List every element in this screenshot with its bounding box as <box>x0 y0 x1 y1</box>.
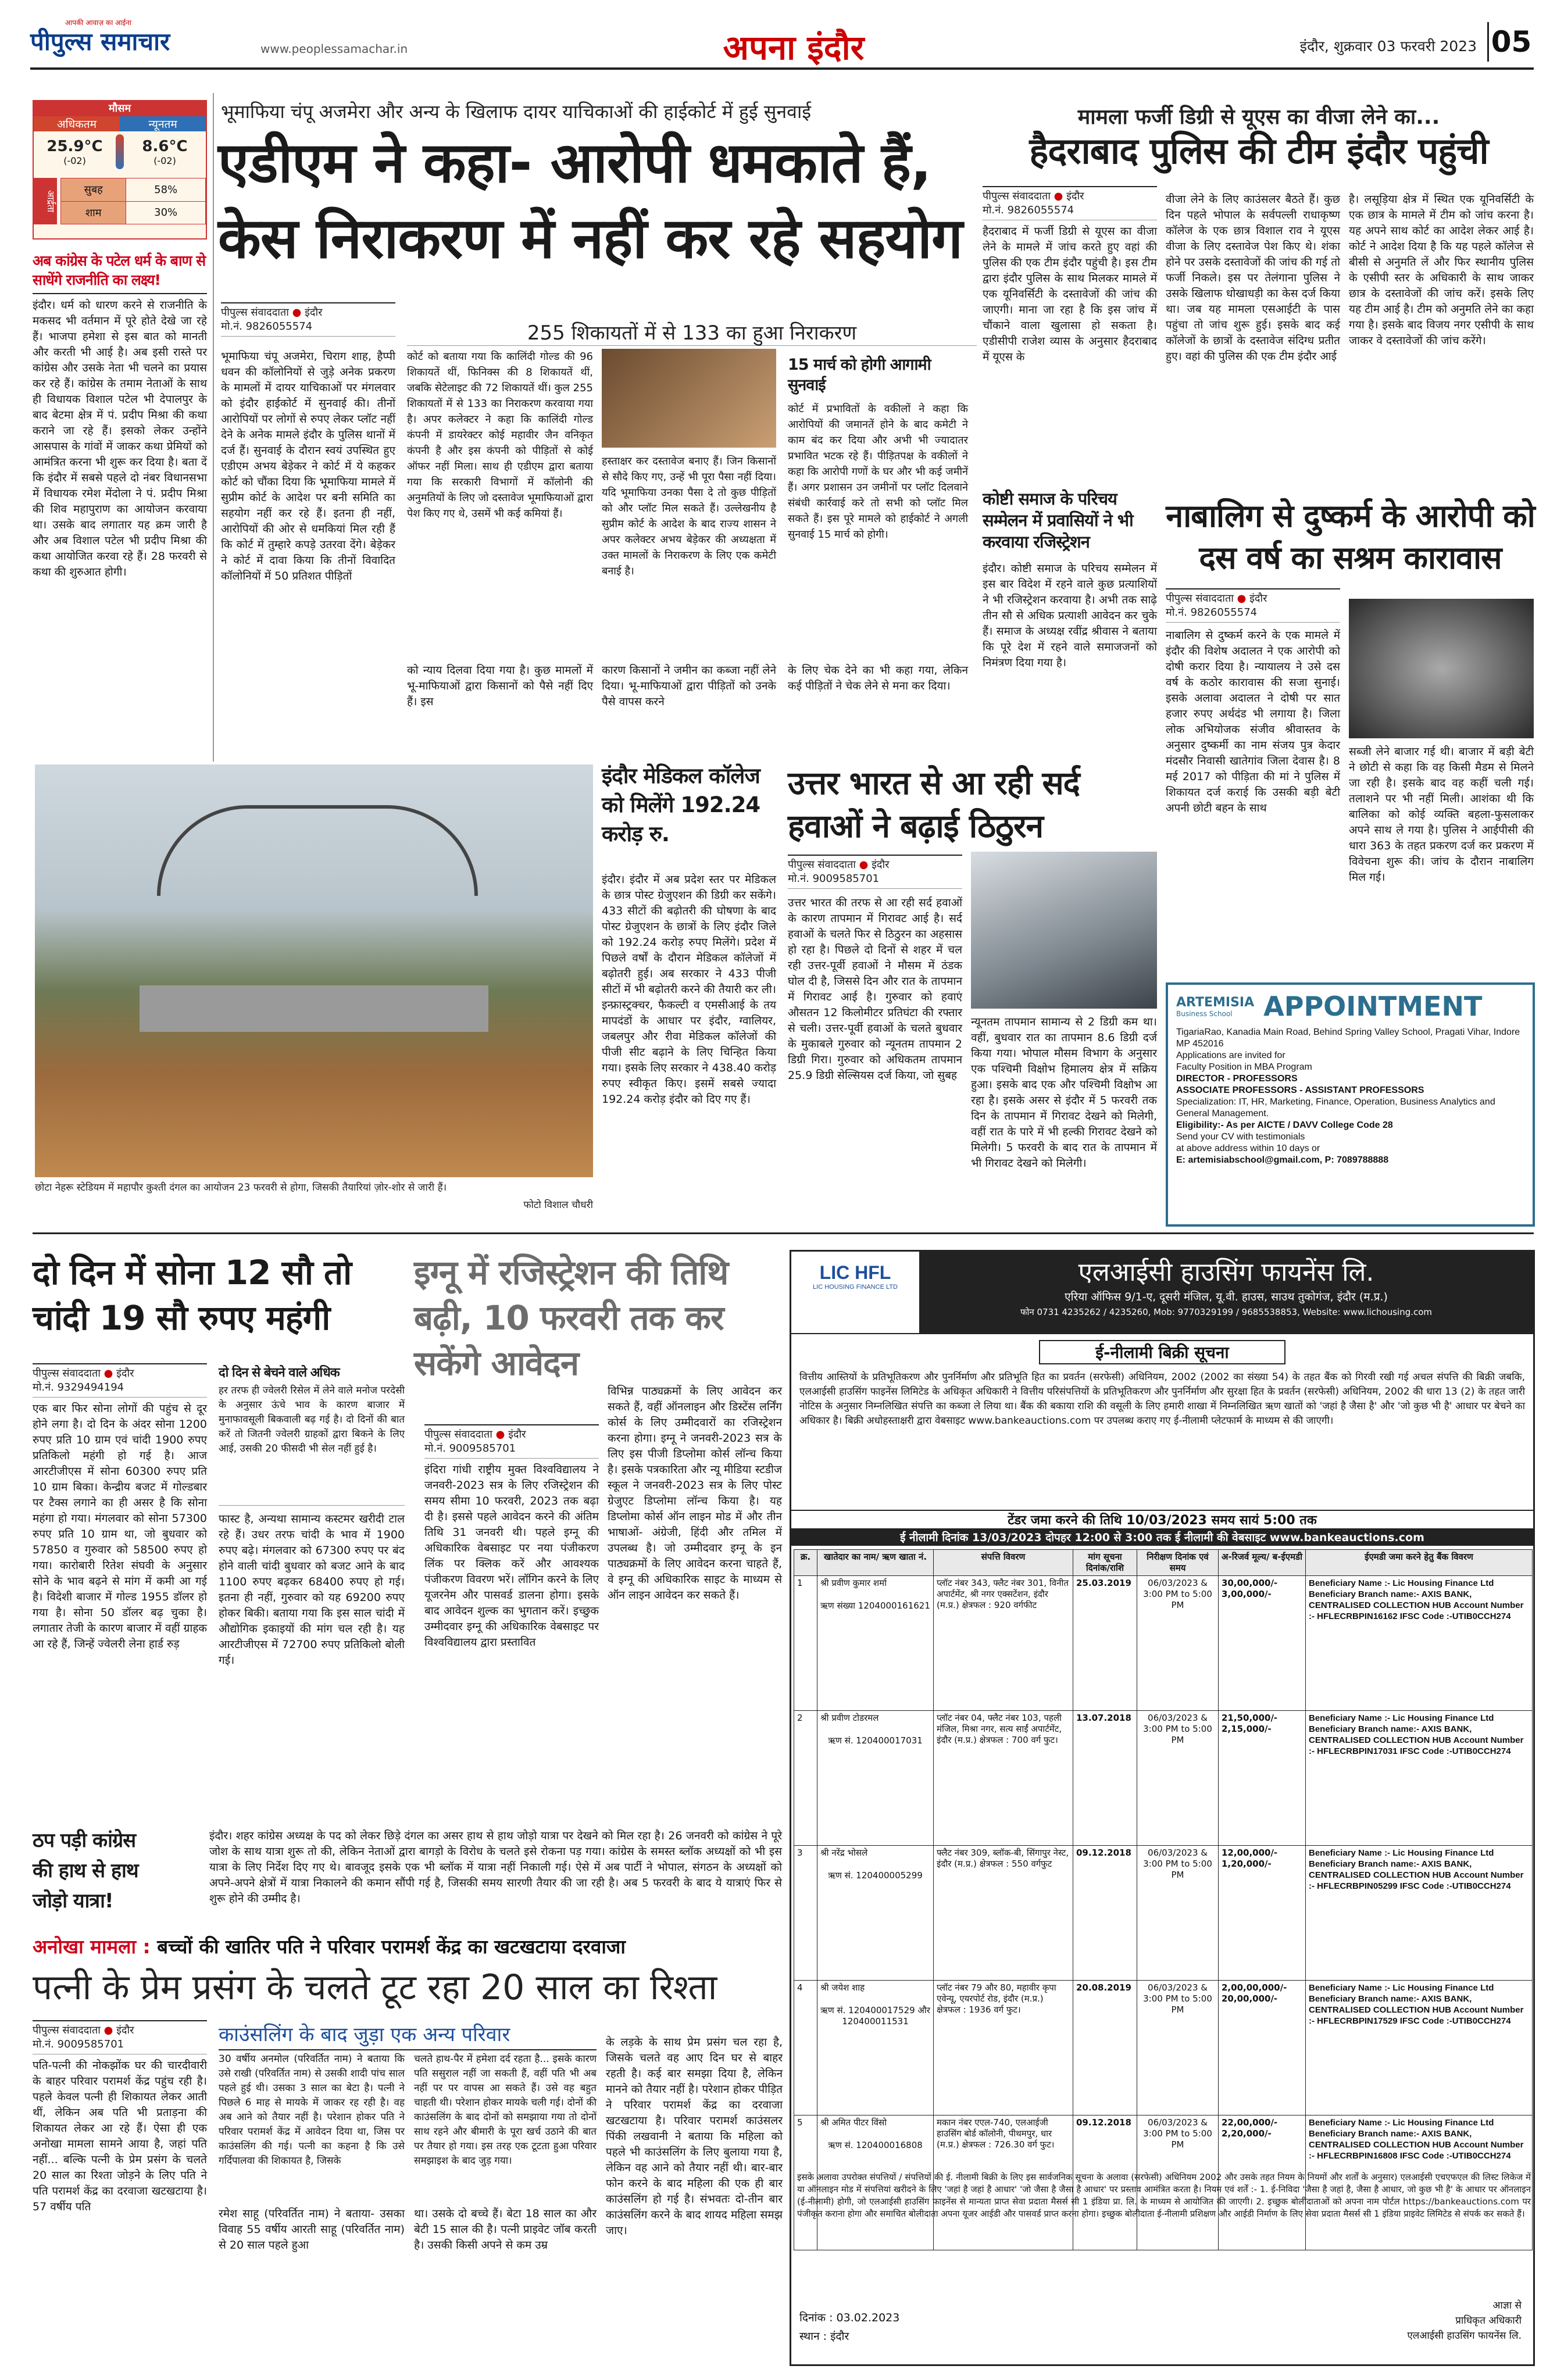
paper-logo <box>30 17 257 58</box>
scooter-photo <box>971 852 1157 1009</box>
adm-byline: पीपुल्स संवाददाता ● इंदौर मो.नं. 9826055574 <box>221 302 395 337</box>
humidity-label: आर्द्रता <box>34 178 57 224</box>
lichfl-office: एरिया ऑफिस 9/1-ए, दूसरी मंजिल, यू.वी. हाउस, साउथ तुकोगंज, इंदौर (म.प्र.) <box>1065 1291 1388 1303</box>
family-byline: पीपुल्स संवाददाता ● इंदौर मो.नं. 9009585701 <box>33 2020 207 2054</box>
max-delta: (-02) <box>63 155 86 166</box>
gold-col1: एक बार फिर सोना लोगों की पहुंच से दूर होने लगा है। दो दिन के अंदर सोना 1200 रुपए प्रति 10 ग्राम एवं चांदी 1900 रुपए प्रतिकिलो महंगी हो गई है। आज आरटीजीएस में सोना 60300 रुपए प्रति 10 ग्राम बिका। केन्द्रीय बजट में गोल्डबार पर टैक्स लगाने का ही असर है कि सोना महंगा हो गया। मंगलवार को सोना 57300 रुपए प्रति 10 ग्राम था, जो बुधवार को 57850 व गुरुवार को 58500 रुपए हो गया। कारोबारी रितेश संघवी के अनुसार सोने के भाव बढ़ने से मांग में कमी आ गई है। विदेशी बाजार में गोल्ड 1955 डॉलर हो गया है। सोना 50 डॉलर बढ़ चुका है। लगातार तेजी के कारण बाजार में वहीं ग्राहक आ रहे हैं, जिन्हें ज्वेलरी लेना हार्ड रुड़ <box>33 1402 211 1650</box>
bank-details: Beneficiary Name :- Lic Housing Finance Ltd Beneficiary Branch name:- AXIS BANK, CENTRALISED COLLECTION HUB Account Number :- HFLECRBPIN17529 IFSC Code :-UTIB0CCH274 <box>1306 1981 1533 2115</box>
borrower-cell <box>817 1711 934 1846</box>
row-serial: 5 <box>794 2115 817 2250</box>
lichfl-ad <box>790 1250 1535 2366</box>
adm-col4-head: 15 मार्च को होगी आगामी सुनवाई <box>788 356 931 394</box>
loan-number: ऋण सं. 120400016808 <box>828 2140 923 2150</box>
inspection-time: 06/03/2023 & 3:00 PM to 5:00 PM <box>1137 1711 1219 1846</box>
paper-name: पीपुल्स समाचार <box>30 27 170 56</box>
property-description: प्लॉट नंबर 79 और 80, महावीर कृपा एवेन्यू, एयरपोर्ट रोड, इंदौर (म.प्र.) क्षेत्रफल : 1936 वर्ग फुट। <box>934 1981 1073 2115</box>
borrower-name: श्री प्रवीण कुमार शर्मा <box>820 1578 887 1588</box>
section-title: अपना इंदौर <box>723 28 865 67</box>
morning-value: 58% <box>126 178 206 202</box>
kosti-headline: कोष्टी समाज के परिचय सम्मेलन में प्रवासियों ने भी करवाया रजिस्ट्रेशन <box>983 489 1133 552</box>
row-serial: 4 <box>794 1981 817 2115</box>
hyd-col3: है। लसूड़िया क्षेत्र में स्थित एक यूनिवर्सिटी के एक छात्र के मामले में टीम को जांच करना है। यह अपने साथ कोर्ट का आदेश लेकर आई है। कोर्ट ने आदेश दिया है कि यह पहले कॉलेज से बीसी से अनुमति लें और फिर स्थानीय पुलिस के एसीपी स्तर के अधिकारी के साथ जाकर छात्र के दस्तावेजों की जांच करें। इसके लिए यह टीम आई है। टीम को अनुमति लेने का कहा गया है। इसके बाद विजय नगर एसीपी के साथ जाकर वे दस्तावेजों की जांच करेंगे। <box>1349 193 1538 347</box>
emd-amount: 3,00,000/- <box>1222 1589 1272 1599</box>
court-col1: नाबालिग से दुष्कर्म करने के एक मामले में इंदौर की विशेष अदालत ने एक आरोपी को दोषी करार दिया है। न्यायालय ने उसे दस वर्ष के कठोर कारावास की सजा सुनाई। इसके अलावा अदालत ने दोषी पर सात हजार रुपए अर्थदंड भी लगाया है। जिला लोक अभियोजक संजीव श्रीवास्तव के अनुसार दुष्कर्मी का नाम संजय पुत्र केदार मंदसौर निवासी खातेगांव जिला देवास है। 8 मई 2017 को पीड़िता की मां ने पुलिस में शिकायत दर्ज कराई कि उसकी बड़ी बेटी अपनी छोटी बहन के साथ <box>1166 629 1344 814</box>
adm-headline-1: एडीएम ने कहा- आरोपी धमकाते हैं, <box>218 130 931 195</box>
inspection-time: 06/03/2023 & 3:00 PM to 5:00 PM <box>1137 2115 1219 2250</box>
auction-table-header <box>794 1550 1533 1576</box>
dateline: इंदौर, शुक्रवार 03 फरवरी 2023 <box>1299 38 1477 55</box>
byline-name: पीपुल्स संवाददाता <box>983 190 1051 202</box>
morning-label: सुबह <box>61 178 126 202</box>
family-headline: पत्नी के प्रेम प्रसंग के चलते टूट रहा 20 साल का रिश्ता <box>33 1967 717 2008</box>
section-rule <box>33 1232 1534 1234</box>
artemisia-line8: at above address within 10 days or <box>1176 1143 1320 1153</box>
lichfl-signatory-3: एलआईसी हाउसिंग फायनेंस लि. <box>1407 2330 1522 2342</box>
lichfl-footnote: इसके अलावा उपरोक्त संपत्तियों / संपत्तियों की ई. नीलामी बिक्री के लिए इस सार्वजनिक सूचना के अलावा (सरफेसी) अधिनियम 2002 और उसके तहत नियम के नियमों और शर्तों के अनुसार) एलआईसी एचएफएल की लिस्ट लिकेज में या ऑनलाइन मोड में संपत्तियां खरीदने के लिए 'जहां है जहां है आधार' 'जो जैसा है जैसा है आधार' पर प्रस्ताव आमंत्रित करता है। नियम एवं शर्तें :- 1. ई-निविदा 'जैसा है जहां है, जैसा है आधार, जो कुछ भी है' के आधार पर ऑनलाइन (ई-नीलामी) होगी, जो एलआईसी हाउसिंग फाइनेंस से मान्यता प्राप्त सेवा प्रदाता मैसर्स सी 1 इंडिया प्रा. लि. के माध्यम से आयोजित की जाएगी। 2. इच्छुक बोलीदाताओं को अपना नाम पोर्टल https://bankeauctions.com पर पंजीकृत कराना होगा और समाचित बोलीदाता अपना यूजर आईडी और पासवर्ड प्राप्त करना होगा। इच्छुक बोलीदाता ई-नीलामी प्रशिक्षण और आईडी निर्माण के लिए सेवा प्रदाता मैसर्स सी 1 इंडिया प्राइवेट लिमिटेड से संपर्क कर सकते हैं। <box>797 2172 1534 2219</box>
artemisia-line4: ASSOCIATE PROFESSORS - ASSISTANT PROFESSORS <box>1176 1085 1424 1095</box>
borrower-cell <box>817 1981 934 2115</box>
lichfl-notice-title: ई-नीलामी बिक्री सूचना <box>1039 1340 1285 1364</box>
row-serial: 3 <box>794 1846 817 1981</box>
yatra-headline-2: की हाथ से हाथ <box>33 1859 138 1882</box>
bank-details: Beneficiary Name :- Lic Housing Finance Ltd Beneficiary Branch name:- AXIS BANK, CENTRALISED COLLECTION HUB Account Number :- HFLECRBPIN17031 IFSC Code :-UTIB0CCH274 <box>1306 1711 1533 1846</box>
hyd-kicker: मामला फर्जी डिग्री से यूएस का वीजा लेने का... <box>1077 105 1440 129</box>
bank-details: Beneficiary Name :- Lic Housing Finance Ltd Beneficiary Branch name:- AXIS BANK, CENTRALISED COLLECTION HUB Account Number :- HFLECRBPIN16162 IFSC Code :-UTIB0CCH274 <box>1306 1576 1533 1711</box>
emd-amount: 2,15,000/- <box>1222 1724 1272 1734</box>
congress-headline: अब कांग्रेस के पटेल धर्म के बाण से साधेंगे राजनीति का लक्ष्य! <box>33 251 207 294</box>
hyd-headline: हैदराबाद पुलिस की टीम इंदौर पहुंची <box>1029 130 1488 172</box>
reserve-cell <box>1219 1981 1306 2115</box>
artemisia-line2: Faculty Position in MBA Program <box>1176 1062 1312 1072</box>
loan-number: ऋण संख्या 1204000161621 <box>820 1600 930 1611</box>
hyd-col1: हैदराबाद में फर्जी डिग्री से यूएस का वीजा लेने के मामले में जांच करते हुए वहां की पुलिस की एक टीम इंदौर पहुंची है। इस टीम द्वारा इंदौर पुलिस के साथ मिलकर मामले में एक यूनिवर्सिटी के दस्तावेजों की जांच की जाएगी। माना जा रहा है कि इस जांच में चौंकाने वाला खुलासा हो सकता है। एडीसीपी राजेश व्यास के अनुसार हैदराबाद में यूएस के <box>983 225 1161 363</box>
artemisia-line6: Eligibility:- As per AICTE / DAVV College Code 28 <box>1176 1120 1393 1130</box>
byline-phone: मो.नं. 9009585701 <box>33 2038 124 2050</box>
byline-city: इंदौर <box>116 1367 134 1380</box>
adm-subhead: 255 शिकायतों में से 133 का हुआ निराकरण <box>407 319 977 346</box>
family-col4: के लड़के के साथ प्रेम प्रसंग चल रहा है, जिसके चलते वह आए दिन घर से बाहर रहती है। कई बार समझा दिया है, लेकिन मानने को तैयार नहीं है। परेशान होकर पीड़ित ने परिवार परामर्श केंद्र का दरवाजा खटखटाया है। परिवार परामर्श काउंसलर पिंकी लखवानी ने बताया कि महिला को पहले भी काउंसलिंग के लिए बुलाया गया है, लेकिन वह आने को तैयार नहीं थी। बार-बार फोन करने के बाद महिला की एक ही बार काउंसलिंग हो गई है। संभवतः दो-तीन बार काउंसलिंग करने के बाद शायद महिला समझ जाए। <box>606 2036 787 2237</box>
auction-table-header-cell: क्र. <box>794 1550 817 1576</box>
byline-name: पीपुल्स संवाददाता <box>1166 592 1234 605</box>
emd-amount: 1,20,000/- <box>1222 1859 1272 1869</box>
artemisia-title: APPOINTMENT <box>1263 991 1483 1022</box>
thermometer-icon <box>116 134 124 169</box>
ignou-col1: इंदिरा गांधी राष्ट्रीय मुक्त विश्वविद्यालय ने जनवरी-2023 सत्र के लिए रजिस्ट्रेशन की समय सीमा 10 फरवरी, 2023 तक बढ़ा दी है। इससे पहले आवेदन करने की अंतिम तिथि 31 जनवरी थी। पहले इग्नू की अधिकारिक वेबसाइट पर नया पंजीकरण लिंक पर क्लिक करें और आवश्यक पंजीकरण विवरण भरें। लॉगिन करने के लिए यूजरनेम और पासवर्ड डालना होगा। इसके बाद आवेदन शुल्क का भुगतान करें। इच्छुक उम्मीदवार इग्नू की अधिकारिक वेबसाइट पर विश्वविद्यालय द्वारा प्रस्तावित <box>424 1463 603 1649</box>
kosti-body: इंदौर। कोष्टी समाज के परिचय सम्मेलन में इस बार विदेश में रहने वाले कुछ प्रत्याशियों ने भी रजिस्ट्रेशन करवाया है। अभी तक साढ़े तीन सौ से अधिक प्रत्याशी आवेदन कर चुके हैं। समाज के अध्यक्ष रवींद्र श्रीवास ने बताया कि पूरे देश में रहने वाले समाजजनों को निमंत्रण दिया गया है। <box>983 562 1161 669</box>
row-serial: 1 <box>794 1576 817 1711</box>
reserve-price: 21,50,000/- <box>1222 1713 1278 1723</box>
demand-date: 09.12.2018 <box>1073 2115 1137 2250</box>
adm-headline-2: केस निराकरण में नहीं कर रहे सहयोग <box>218 206 963 271</box>
paper-tagline: आपकी आवाज़ का आईना <box>65 19 132 27</box>
borrower-name: श्री जयेश शाह <box>820 1982 865 1993</box>
lichfl-auction-line: ई नीलामी दिनांक 13/03/2023 दोपहर 12:00 से 3:00 तक ई नीलामी की वेबसाइट www.bankeauctions.com <box>791 1528 1533 1546</box>
max-label: अधिकतम <box>34 116 120 131</box>
medical-headline: इंदौर मेडिकल कॉलेज को मिलेंगे 192.24 करोड़ रु. <box>602 763 760 846</box>
inspection-time: 06/03/2023 & 3:00 PM to 5:00 PM <box>1137 1576 1219 1711</box>
reserve-price: 30,00,000/- <box>1222 1578 1278 1588</box>
gold-col2-head: दो दिन से बेचने वाले अधिक <box>219 1366 340 1380</box>
auction-table-row <box>794 1711 1533 1846</box>
family-col1: पति-पत्नी की नोकझोंक घर की चारदीवारी के बाहर परिवार परामर्श केंद्र पहुंच रही है। पहले केवल पत्नी ही शिकायत लेकर आती थीं, लेकिन अब पति भी प्रताड़ना की शिकायत लेकर आ रहे हैं। ऐसा ही एक अनोखा मामला सामने आया है, जहां पति नहीं... बल्कि पत्नी के प्रेम प्रसंग के चलते 20 साल का रिश्ता जोड़ने के लिए पति ने पति परामर्श केंद्र का दरवाजा खटखटाया है। 57 वर्षीय पति <box>33 2059 211 2213</box>
congress-body: इंदौर। धर्म को धारण करने से राजनीति के मकसद भी वर्तमान में पूरे होते देखे जा रहे हैं। भाजपा हमेशा से इस बात को मानती और करती भी आई है। अब इसी रास्ते पर कांग्रेस और उसके नेता भी चलने का प्रयास कर रहे हैं। कांग्रेस के तमाम नेताओं के साथ ही विधायक विशाल पटेल भी देपालपुर के बाद बेटमा क्षेत्र में पं. प्रदीप मिश्रा की कथा कराने जा रहे हैं। इसको लेकर उन्होंने आसपास के गांवों में जाकर कथा प्रेमियों को आमंत्रित करना भी शुरू कर दिया है। बता दें कि इंदौर में सबसे पहले दो नंबर विधानसभा में विधायक रमेश मेंदोला ने पं. प्रदीप मिश्रा की शिव महापुराण का आयोजन करवाया था। उसके बाद लगातार यह क्रम जारी है और अब विशाल पटेल भी प्रदीप मिश्रा की कथा आयोजित करवा रहे हैं। 28 फरवरी से कथा की शुरुआत होगी। <box>33 299 211 578</box>
yatra-body: इंदौर। शहर कांग्रेस अध्यक्ष के पद को लेकर छिड़े दंगल का असर हाथ से हाथ जोड़ो यात्रा पर देखने को मिल रहा है। 26 जनवरी को कांग्रेस ने पूरे जोश के साथ यात्रा शुरू तो की, लेकिन नेताओं द्वारा बागड़ो के विरोध के चलते इसे रोकना पड़ गया। कांग्रेस के समस्त ब्लॉक अध्यक्षों को भी इस यात्रा के लिए निर्देश दिए गए थे। बावजूद इसके एक भी ब्लॉक में यात्रा नहीं निकाली गई। ऐसे में अब पार्टी ने भोपाल, संगठन के अध्यक्षों को अपने-अपने क्षेत्रों में यात्रा निकालने की कमान सौंपी गई है, जिसकी समय सारणी तैयार की जा रही है। अब 5 फरवरी के बाद ये यात्राएं फिर से शुरू होने की उम्मीद है। <box>209 1829 786 1905</box>
adm-col4b: के लिए चेक देने का भी कहा गया, लेकिन कई पीड़ितों ने चेक लेने से मना कर दिया। <box>788 664 972 692</box>
cold-headline: उत्तर भारत से आ रही सर्द हवाओं ने बढ़ाई ठिठुरन <box>788 764 1080 845</box>
artemisia-logo: ARTEMISIA <box>1176 995 1255 1010</box>
reserve-cell <box>1219 1576 1306 1711</box>
adm-col2b: को न्याय दिलवा दिया गया है। कुछ मामलों में भू-माफियाओं द्वारा किसानों को पैसे नहीं दिए हैं। इस <box>407 664 597 708</box>
byline-phone: मो.नं. 9826055574 <box>1166 606 1258 619</box>
medical-body: इंदौर। इंदौर में अब प्रदेश स्तर पर मेडिकल के छात्र पोस्ट ग्रेजुएशन की डिग्री कर सकेंगे। 433 सीटों की बढ़ोतरी की घोषणा के बाद पोस्ट ग्रेजुएशन के छात्रों के लिए इंदौर जिले को 192.24 करोड़ रुपए मिलेंगे। प्रदेश में पिछले वर्षों के दौरान मेडिकल कॉलेजों में बढ़ोतरी हुई। अब सरकार ने 433 पीजी सीटों में भी बढ़ोतरी करने की तैयारी कर ली। इन्फ्रास्ट्रक्चर, फैकल्टी व एमसीआई के तय मापदंडों के आधार पर इंदौर, ग्वालियर, जबलपुर और रीवा मेडिकल कॉलेजों की पीजी सीट बढ़ाने के लिए चिन्हित किया गया। इसके लिए सरकार ने 438.40 करोड़ रुपए स्वीकृत किए। इसमें सबसे ज्यादा 192.24 करोड़ इंदौर को दिए गए हैं। <box>602 873 780 1106</box>
min-temp: 8.6°C <box>142 137 188 155</box>
auction-table-header-cell: संपत्ति विवरण <box>934 1550 1073 1576</box>
inspection-time: 06/03/2023 & 3:00 PM to 5:00 PM <box>1137 1846 1219 1981</box>
adm-col2: कोर्ट को बताया गया कि कालिंदी गोल्ड की 96 शिकायतें थीं, फिनिक्स की 8 शिकायतें थीं, जबकि सेटेलाइट की 72 शिकायतें थीं। कुल 255 शिकायतों में से 133 का निराकरण करवाया गया है। अपर कलेक्टर ने कहा कि कालिंदी गोल्ड कंपनी में डायरेक्टर कोई महावीर जैन वनिकृत कंपनी है और इस कंपनी को पीड़ितों से कोई ऑफर नहीं मिला। साथ ही एडीएम द्वारा बताया गया कि सरकारी विभागों में कॉलोनी की अनुमतियों के लिए जो दस्तावेज भूमाफियाओं द्वारा पेश किए गए थे, उसमें भी कई कमियां हैं। <box>407 351 597 520</box>
property-description: प्लॉट नंबर 343, फ्लैट नंबर 301, विनीत अपार्टमेंट, श्री नगर एक्सटेंशन, इंदौर (म.प्र.) क्षेत्रफल : 920 वर्गफीट <box>934 1576 1073 1711</box>
row-serial: 2 <box>794 1711 817 1846</box>
family-col3a: चलते हाथ-पैर में हमेशा दर्द रहता है... इसके कारण पति ससुराल नहीं जा सकती हैं, वहीं पति भी अब नहीं पर पर वापस आ सकते हैं। उसे वह बहुत चाहती थी। परेशान होकर मायके चली गई। दोनों की काउंसलिंग के बाद दोनों को समझाया गया तो दोनों साथ रहने और बीमारी के पूरा खर्च उठाने की बात पर तैयार हो गया। इस तरह एक टूटता हुआ परिवार समझाइश के बाद जुड़ गया। <box>414 2053 600 2167</box>
auction-table-header-cell: मांग सूचना दिनांक/राशि <box>1073 1550 1137 1576</box>
borrower-cell <box>817 1846 934 1981</box>
min-label: न्यूनतम <box>120 116 206 131</box>
demand-date: 25.03.2019 <box>1073 1576 1137 1711</box>
adm-col3: हस्ताक्षर कर दस्तावेज बनाए हैं। जिन किसानों से सौदे किए गए, उन्हें भी पूरा पैसा नहीं दिया। यदि भूमाफिया उनका पैसा दे तो कुछ पीड़ितों को और प्लॉट मिल सकते हैं। उल्लेखनीय है सुप्रीम कोर्ट के आदेश के बाद राज्य शासन ने अपर कलेक्टर अभय बेड़ेकर की अध्यक्षता में उक्त मामलों के निराकरण के लिए एक कमेटी बनाई है। <box>602 455 780 577</box>
page-number: 05 <box>1487 22 1534 62</box>
family-col2b: रमेश साहू (परिवर्तित नाम) ने बताया- उसका विवाह 55 वर्षीय आरती साहू (परिवर्तित नाम) से 20 साल पहले हुआ <box>219 2207 409 2252</box>
congress-story <box>33 251 211 774</box>
cold-byline: पीपुल्स संवाददाता ● इंदौर मो.नं. 9009585701 <box>788 855 962 889</box>
artemisia-line7: Send your CV with testimonials <box>1176 1132 1305 1142</box>
auction-table-row <box>794 1846 1533 1981</box>
byline-name: पीपुल्स संवाददाता <box>33 1367 101 1380</box>
bank-details: Beneficiary Name :- Lic Housing Finance Ltd Beneficiary Branch name:- AXIS BANK, CENTRALISED COLLECTION HUB Account Number :- HFLECRBPIN16808 IFSC Code :-UTIB0CCH274 <box>1306 2115 1533 2250</box>
lichfl-logo <box>791 1252 919 1333</box>
auction-table-header-cell: अ-रिजर्व मूल्य/ ब-ईएमडी <box>1219 1550 1306 1576</box>
auction-table-row <box>794 1576 1533 1711</box>
masthead-rule <box>30 67 1534 70</box>
stadium-credit: फोटो विशाल चौधरी <box>523 1199 593 1211</box>
byline-name: पीपुल्स संवाददाता <box>424 1428 492 1441</box>
demand-date: 09.12.2018 <box>1073 1846 1137 1981</box>
byline-phone: मो.नं. 9329494194 <box>33 1381 124 1393</box>
yatra-headline-1: ठप पड़ी कांग्रेस <box>33 1829 136 1852</box>
stadium-caption: छोटा नेहरू स्टेडियम में महापौर कुश्ती दंगल का आयोजन 23 फरवरी से होगा, जिसकी तैयारियां ज़ोर-शोर से जारी हैं। <box>35 1182 447 1193</box>
reserve-price: 2,00,00,000/- <box>1222 1982 1287 1993</box>
artemisia-logo-sub: Business School <box>1176 1009 1233 1018</box>
weather-box <box>33 100 207 240</box>
gold-byline: पीपुल्स संवाददाता ● इंदौर मो.नं. 9329494194 <box>33 1363 207 1398</box>
byline-phone: मो.नं. 9826055574 <box>221 320 313 333</box>
borrower-name: श्री प्रवीण टोडरमल <box>820 1713 879 1723</box>
dome-structure <box>157 805 478 896</box>
byline-city: इंदौर <box>872 859 890 871</box>
borrower-name: श्री अमित पीटर विंसो <box>820 2117 887 2128</box>
emd-amount: 2,20,000/- <box>1222 2128 1272 2139</box>
yatra-headline-3: जोड़ो यात्रा! <box>33 1889 113 1913</box>
adm-body: भूमाफिया चंपू अजमेरा, चिराग शाह, हैप्पी धवन की कॉलोनियों से जुड़े अनेक प्रकरण के मामलों में दायर याचिकाओं पर मंगलवार को इंदौर हाईकोर्ट में सुनवाई की। तीनों आरोपियों पर लोगों से रुपए लेकर प्लॉट नहीं देने के अनेक मामले इंदौर के पुलिस थानों में दर्ज हैं। सुनवाई के दौरान स्वयं उपस्थित हुए एडीएम अभय बेड़ेकर ने कोर्ट में ये कहकर कोर्ट को चौंका दिया कि भूमाफिया मामले में सुप्रीम कोर्ट के आदेश पर बनी समिति का सहयोग नहीं कर रहे हैं। इतना ही नहीं, आरोपियों की ओर से धमकियां मिल रही हैं कि कोर्ट में तुम्हारे कपड़े उतरवा देंगे। बेड़ेकर ने कोर्ट में दावा किया कि तीनों विवादित कॉलोनियों में 50 प्रतिशत पीड़ितों <box>221 350 399 583</box>
auction-table-header-cell: ईएमडी जमा करने हेतु बैंक विवरण <box>1306 1550 1533 1576</box>
stage-platform <box>140 985 488 1032</box>
artemisia-address: TigariaRao, Kanadia Main Road, Behind Spring Valley School, Pragati Vihar, Indore MP 452016 <box>1176 1027 1520 1049</box>
lichfl-signatory-2: प्राधिकृत अधिकारी <box>1455 2315 1522 2327</box>
reserve-price: 22,00,000/- <box>1222 2117 1278 2128</box>
byline-name: पीपुल्स संवाददाता <box>788 859 856 871</box>
gavel-photo <box>602 349 776 448</box>
max-temp: 25.9°C <box>47 137 103 155</box>
byline-city: इंदौर <box>116 2024 134 2036</box>
adm-col4: कोर्ट में प्रभावितों के वकीलों ने कहा कि आरोपियों की जमानतें होने के बाद कमेटी ने काम बंद कर दिया और अभी भी ज्यादातर प्रभावित भटक रहे हैं। पीड़ितपक्ष के वकीलों ने कहा कि आरोपी गणों के घर और भी कई जमीनें हैं। अगर प्रशासन उन जमीनों पर प्लॉट दिलवाने संबंधी कार्रवाई करे तो सभी को प्लॉट मिल सकते हैं। इस पूरे मामले को हाईकोर्ट ने अगली सुनवाई 15 मार्च को होगी। <box>788 403 972 541</box>
auction-table-header-cell: निरीक्षण दिनांक एवं समय <box>1137 1550 1219 1576</box>
lichfl-company: एलआईसी हाउसिंग फायनेंस लि. <box>1078 1257 1374 1287</box>
reserve-cell <box>1219 1846 1306 1981</box>
family-col3b: था। उसके दो बच्चे हैं। बेटा 18 साल का और बेटी 15 साल की है। पत्नी प्राइवेट जॉब करती है। उसकी किसी अपने से कम उम्र <box>414 2207 601 2252</box>
family-kicker <box>33 1933 783 1961</box>
byline-city: इंदौर <box>508 1428 526 1441</box>
artemisia-line5: Specialization: IT, HR, Marketing, Finance, Operation, Business Analytics and General Management. <box>1176 1097 1495 1118</box>
family-subhead: काउंसलिंग के बाद जुड़ा एक अन्य परिवार <box>219 2020 597 2050</box>
demand-date: 13.07.2018 <box>1073 1711 1137 1846</box>
artemisia-contact: E: artemisiabschool@gmail.com, P: 7089788888 <box>1176 1155 1389 1165</box>
emd-amount: 20,00,000/- <box>1222 1993 1278 2004</box>
lichfl-tender-line: टेंडर जमा करने की तिथि 10/03/2023 समय सायं 5:00 तक <box>791 1510 1533 1528</box>
lichfl-signatory-1: आज्ञा से <box>1492 2300 1522 2311</box>
adm-col3b: कारण किसानों ने जमीन का कब्जा नहीं लेने दिया। भू-माफियाओं द्वारा पीड़ितों को उनके पैसे वापस करने <box>602 664 780 708</box>
gold-col2b: फास्ट है, अन्यथा सामान्य कस्टमर खरीदी टाल रहे हैं। उधर तरफ चांदी के भाव में 1900 रुपए बढ़े। मंगलवार को 67300 रुपए पर बंद होने वाली चांदी बुधवार को बजट आने के बाद 1100 रुपए बढ़कर 68400 रुपए हो गई। इतना ही नहीं, गुरुवार को यह 69200 रुपए होकर बिकी। बताया गया कि इस साल चांदी में औद्योगिक इकाइयों की मांग चल रही है। यह आरटीजीएस में 72700 रुपए प्रतिकिलो बोली गई। <box>219 1513 409 1667</box>
weather-title: मौसम <box>34 101 206 116</box>
loan-number: ऋण सं. 120400017031 <box>828 1735 923 1746</box>
lichfl-contact: फोन 0731 4235262 / 4235260, Mob: 9770329199 / 9685538853, Website: www.lichousing.com <box>1020 1307 1433 1317</box>
byline-phone: मो.नं. 9009585701 <box>424 1442 516 1455</box>
hyd-byline: पीपुल्स संवाददाता ● इंदौर मो.नं. 9826055574 <box>983 186 1157 220</box>
min-delta: (-02) <box>153 155 176 166</box>
artemisia-line1: Applications are invited for <box>1176 1050 1285 1060</box>
yatra-headline-box <box>33 1825 201 1927</box>
ignou-byline: पीपुल्स संवाददाता ● इंदौर मो.नं. 9009585701 <box>424 1424 599 1459</box>
court-byline: पीपुल्स संवाददाता ● इंदौर मो.नं. 9826055574 <box>1166 588 1340 623</box>
byline-name: पीपुल्स संवाददाता <box>221 306 289 319</box>
property-description: मकान नंबर एएल-740, एलआईजी हाउसिंग बोर्ड कॉलोनी, पीथमपुर, धार (म.प्र.) क्षेत्रफल : 726.30 वर्ग फुट। <box>934 2115 1073 2250</box>
byline-phone: मो.नं. 9826055574 <box>983 204 1074 216</box>
property-description: प्लॉट नंबर 04, फ्लैट नंबर 103, पहली मंजिल, मिश्रा नगर, सत्य साईं अपार्टमेंट, इंदौर (म.प्र.) क्षेत्रफल : 700 वर्ग फुट। <box>934 1711 1073 1846</box>
masthead <box>0 0 1557 71</box>
byline-phone: मो.नं. 9009585701 <box>788 873 880 885</box>
lichfl-logo-text: LIC HFL <box>819 1262 891 1283</box>
byline-city: इंदौर <box>1066 190 1084 202</box>
auction-table-header-cell: खातेदार का नाम/ ऋण खाता नं. <box>817 1550 934 1576</box>
byline-name: पीपुल्स संवाददाता <box>33 2024 101 2036</box>
cold-col2: न्यूनतम तापमान सामान्य से 2 डिग्री कम था। वहीं, बुधवार रात का तापमान 8.6 डिग्री दर्ज किया गया। भोपाल मौसम विभाग के अनुसार एक पश्चिमी विक्षोभ हिमालय क्षेत्र में सक्रिय हुआ। इसके बाद एक और पश्चिमी विक्षोभ आ रहा है। इसके असर से इंदौर में 5 फरवरी तक दिन के तापमान में गिरावट देखने को मिलेगी, वहीं रात के पारे में भी हल्की गिरावट देखने को मिलेगी। 5 फरवरी के बाद रात के तापमान में भी गिरावट देखने को मिलेगी। <box>971 1016 1161 1170</box>
court-col2: सब्जी लेने बाजार गई थी। बाजार में बड़ी बेटी ने छोटी से कहा कि वह किसी मैडम से मिलने जा रही है। इसके बाद वह कहीं चली गई। तलाशने पर भी नहीं मिली। आशंका थी कि बालिका को कोई व्यक्ति बहला-फुसलाकर अपने साथ ले गया है। पुलिस ने आईपीसी की धारा 363 के तहत प्रकरण दर्ज कर प्रकरण में विवेचना शुरू की। जांच के दौरान नाबालिग मिल गई। <box>1349 745 1538 884</box>
byline-city: इंदौर <box>1249 592 1267 605</box>
reserve-cell <box>1219 1711 1306 1846</box>
lichfl-place: स्थान : इंदौर <box>799 2330 849 2343</box>
column-divider <box>213 93 214 762</box>
auction-table <box>794 1549 1533 2250</box>
ignou-headline: इग्नू में रजिस्ट्रेशन की तिथि बढ़ी, 10 फरवरी तक कर सकेंगे आवेदन <box>414 1253 728 1383</box>
court-headline: नाबालिग से दुष्कर्म के आरोपी को दस वर्ष का सश्रम कारावास <box>1166 498 1535 576</box>
borrower-cell <box>817 1576 934 1711</box>
cold-col1: उत्तर भारत की तरफ से आ रही सर्द हवाओं के कारण तापमान में गिरावट आई है। सर्द हवाओं के चलते फिर से ठिठुरन का अहसास हो रहा है। पिछले दो दिनों से शहर में चल रही उत्तर-पूर्वी हवाओं ने मौसम में ठंडक घोल दी है, जिससे दिन और रात के तापमान में गिरावट आई है। गुरुवार को हवाएं औसतन 12 किलोमीटर प्रतिघंटा की रफ्तार से चली। उत्तर-पूर्वी हवाओं के चलते बुधवार के मुकाबले गुरुवार को न्यूनतम तापमान 2 डिग्री गिरा। गुरुवार को अधिकतम तापमान 25.9 डिग्री सेल्सियस दर्ज किया, जो सुबह <box>788 896 966 1082</box>
evening-label: शाम <box>61 201 126 224</box>
artemisia-line3: DIRECTOR - PROFESSORS <box>1176 1074 1298 1084</box>
gold-col2a: हर तरफ ही ज्वेलरी रिसेल में लेने वाले मनोज परदेसी के अनुसार ऊंचे भाव के कारण बाजार में मुनाफावसूली बिकवाली बढ़ गई है। दो दिनों की बात करें तो जितनी ज्वेलरी ग्राहकों द्वारा बिकने के लिए आई, उसकी 20 फीसदी भी सेल नहीं हुई है। <box>219 1384 405 1506</box>
property-description: फ्लैट नंबर 309, ब्लॉक-बी, सिंगापुर नेस्ट, इंदौर (म.प्र.) क्षेत्रफल : 550 वर्गफुट <box>934 1846 1073 1981</box>
adm-kicker: भूमाफिया चंपू अजमेरा और अन्य के खिलाफ दायर याचिकाओं की हाईकोर्ट में हुई सुनवाई <box>221 101 811 123</box>
stadium-photo <box>35 764 593 1177</box>
artemisia-ad <box>1166 982 1535 1227</box>
loan-number: ऋण सं. 120400017529 और 120400011531 <box>820 2005 930 2027</box>
loan-number: ऋण सं. 120400005299 <box>828 1870 923 1881</box>
evening-value: 30% <box>126 201 206 224</box>
demand-date: 20.08.2019 <box>1073 1981 1137 2115</box>
lichfl-date: दिनांक : 03.02.2023 <box>799 2311 900 2324</box>
lichfl-intro: वित्तीय आस्तियों के प्रतिभूतिकरण और पुनर्निर्माण और प्रतिभूति हित का प्रवर्तन (सरफेसी) अधिनियम, 2002 (2002 का संख्या 54) के तहत बैंक को गिरवी रखी गई अचल संपत्ति की बिक्री जबकि, एलआईसी हाउसिंग फाइनेंस लिमिटेड के अधिकृत अधिकारी ने वित्तीय परिसंपत्तियों के प्रतिभूतिकरण और पुनर्निर्माण और सुरक्षा हित के प्रवर्तन (सरफेसी) अधिनियम, 2002 की धारा 13 (2) के तहत जारी नोटिस के अनुसार निम्नलिखित संपत्ति का कब्जा ले लिया था। बैंक की बकाया राशि की वसूली के लिए हमारी शाखा में निम्नलिखित ऋण खातों को 'जहां है जैसा है' और 'जो कुछ भी है' आधार पर बेचने का अधिकार है। बिक्री अधोहस्ताक्षरी द्वारा वेबसाइट www.bankeauctions.com पर उपलब्ध कराए गए ई-नीलामी प्लेटफार्म के माध्यम से की जाएगी। <box>799 1371 1529 1427</box>
handcuff-photo <box>1349 599 1534 738</box>
inspection-time: 06/03/2023 & 3:00 PM to 5:00 PM <box>1137 1981 1219 2115</box>
bank-details: Beneficiary Name :- Lic Housing Finance Ltd Beneficiary Branch name:- AXIS BANK, CENTRALISED COLLECTION HUB Account Number :- HFLECRBPIN05299 IFSC Code :-UTIB0CCH274 <box>1306 1846 1533 1981</box>
reserve-price: 12,00,000/- <box>1222 1847 1278 1858</box>
lichfl-logo-sub: LIC HOUSING FINANCE LTD <box>813 1284 898 1291</box>
auction-table-row <box>794 1981 1533 2115</box>
gold-headline: दो दिन में सोना 12 सौ तो चांदी 19 सौ रुपए महंगी <box>33 1253 352 1338</box>
family-kicker-text: बच्चों की खातिर पति ने परिवार परामर्श केंद्र का खटखटाया दरवाजा <box>157 1935 626 1958</box>
borrower-name: श्री नरेंद्र भोसले <box>820 1847 868 1858</box>
hyd-col2: वीजा लेने के लिए काउंसलर बैठते हैं। कुछ दिन पहले भोपाल के सर्वपल्ली राधाकृष्ण कॉलेज के एक छात्र विशाल राव ने यूएस वीजा के लिए दस्तावेज पेश किए थे। शंका होने पर उसके दस्तावेजों की जांच की गई तो फर्जी निकले। इस पर तेलंगाना पुलिस ने उसके खिलाफ धोखाधड़ी का केस दर्ज किया था। जब यह मामला एसआईटी के पास पहुंचा तो जांच शुरू हुई। इसके बाद कई कॉलेजों के छात्रों के दस्तावेज संदिग्ध प्रतीत हुए। वहां की पुलिस की एक टीम इंदौर आई <box>1166 193 1344 363</box>
family-kicker-red: अनोखा मामला : <box>33 1935 151 1958</box>
ignou-col2: विभिन्न पाठ्यक्रमों के लिए आवेदन कर सकते हैं, वहीं ऑनलाइन और डिस्टेंस लर्निंग कोर्स के लिए उम्मीदवारों का रजिस्ट्रेशन करना होगा। इग्नू ने जनवरी-2023 सत्र के लिए इस पीजी डिप्लोमा कोर्स लॉन्च किया है। इसके पत्रकारिता और न्यू मीडिया स्टडीज स्कूल ने जनवरी-2023 सत्र के लिए पोस्ट ग्रेजुएट डिप्लोमा लॉन्च किया है। यह डिप्लोमा कोर्स ऑन लाइन मोड में और तीन भाषाओं- अंग्रेजी, हिंदी और तमिल में उपलब्ध है। जो उम्मीदवार इग्नू के इन पाठ्यक्रमों के लिए आवेदन करना चाहते हैं, वे इग्नू की अधिकारिक साइट के माध्यम से ऑन लाइन आवेदन कर सकते हैं। <box>608 1385 786 1602</box>
website-link[interactable]: www.peoplessamachar.in <box>260 42 408 56</box>
byline-city: इंदौर <box>305 306 323 319</box>
family-col2a: 30 वर्षीय अनमोल (परिवर्तित नाम) ने बताया कि उसे राखी (परिवर्तित नाम) से उसकी शादी पांच साल पहले हुई थी। उसका 3 साल का बेटा है। पत्नी ने पिछले 6 माह से मायके में जाकर रह रही है। वह अब आने को तैयार नहीं है। परेशान होकर पति ने परिवार परामर्श केंद्र में आवेदन दिया था, जिस पर काउंसलिंग की गई। पत्नी का कहना है कि उसे गर्दिपालवा की शिकायत है, जिसके <box>219 2053 408 2167</box>
